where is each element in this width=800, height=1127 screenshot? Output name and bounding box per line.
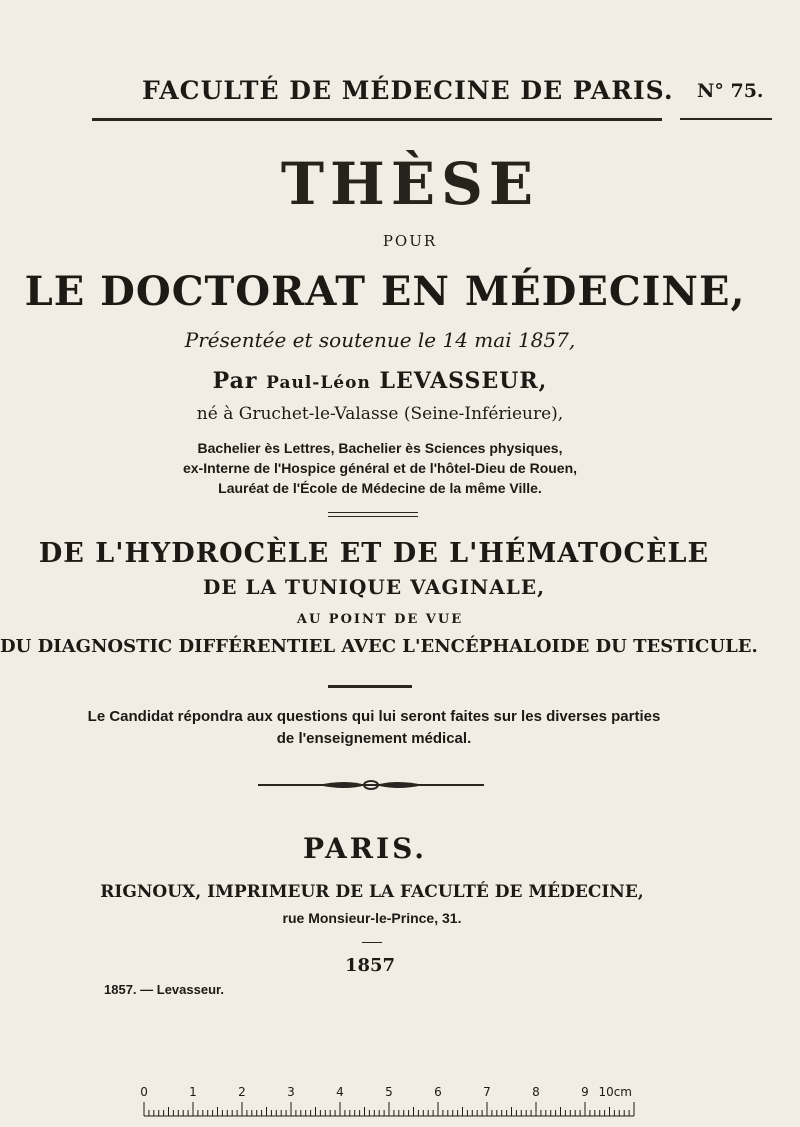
imprint-address: rue Monsieur-le-Prince, 31. xyxy=(282,910,462,926)
scale-label: 8 xyxy=(532,1085,540,1099)
subject-title-line3: AU POINT DE VUE xyxy=(296,612,464,627)
pour-label: POUR xyxy=(382,232,438,250)
subject-title-line2: DE LA TUNIQUE VAGINALE, xyxy=(202,575,546,599)
scale-label: 5 xyxy=(385,1085,393,1099)
scale-label: 7 xyxy=(483,1085,491,1099)
thesis-number: N° 75. xyxy=(697,80,764,102)
header-rule xyxy=(92,118,662,121)
double-rule-bottom xyxy=(328,516,418,517)
header-rule-right xyxy=(680,118,772,120)
imprint-printer: RIGNOUX, IMPRIMEUR DE LA FACULTÉ DE MÉDECINE, xyxy=(100,882,644,902)
scale-label: 1 xyxy=(189,1085,197,1099)
faculty-header: FACULTÉ DE MÉDECINE DE PARIS. xyxy=(142,76,674,105)
subject-title-line1: DE L'HYDROCÈLE ET DE L'HÉMATOCÈLE xyxy=(38,538,710,569)
scale-label: 3 xyxy=(287,1085,295,1099)
subject-title-line4: DU DIAGNOSTIC DIFFÉRENTIEL AVEC L'ENCÉPHALOIDE DU TESTICULE. xyxy=(0,636,758,657)
scale-label: 4 xyxy=(336,1085,344,1099)
ornamental-rule xyxy=(258,778,484,792)
presentation-date: Présentée et soutenue le 14 mai 1857, xyxy=(184,328,576,352)
year-rule xyxy=(362,942,382,943)
double-rule-top xyxy=(328,512,418,513)
par-label: Par xyxy=(212,368,258,394)
author-line xyxy=(0,368,760,394)
credential-line: Bachelier ès Lettres, Bachelier ès Sciences physiques, xyxy=(197,440,563,456)
scale-label: 10cm xyxy=(598,1085,632,1099)
candidate-note-line2: de l'enseignement médical. xyxy=(276,730,472,747)
doctorat-title: LE DOCTORAT EN MÉDECINE, xyxy=(24,268,746,315)
scale-label: 0 xyxy=(140,1085,148,1099)
credential-line: Lauréat de l'École de Médecine de la même Ville. xyxy=(218,480,542,496)
birthplace: né à Gruchet-le-Valasse (Seine-Inférieure), xyxy=(196,404,564,424)
these-title: THÈSE xyxy=(280,150,540,218)
scale-label: 2 xyxy=(238,1085,246,1099)
author-first-name: Paul-Léon xyxy=(266,373,371,393)
imprint-year: 1857 xyxy=(344,955,396,976)
imprint-city: PARIS. xyxy=(302,832,428,865)
scale-label: 9 xyxy=(581,1085,589,1099)
candidate-note-line1: Le Candidat répondra aux questions qui lui seront faites sur les diverses parties xyxy=(87,708,661,725)
centimeter-scale-bar xyxy=(140,1084,634,1120)
credential-line: ex-Interne de l'Hospice général et de l'hôtel-Dieu de Rouen, xyxy=(182,460,578,476)
footer-note: 1857. — Levasseur. xyxy=(104,982,224,997)
scale-ticks xyxy=(144,1102,634,1116)
scale-label: 6 xyxy=(434,1085,442,1099)
section-rule xyxy=(328,685,412,688)
author-last-name: LEVASSEUR, xyxy=(379,368,548,394)
